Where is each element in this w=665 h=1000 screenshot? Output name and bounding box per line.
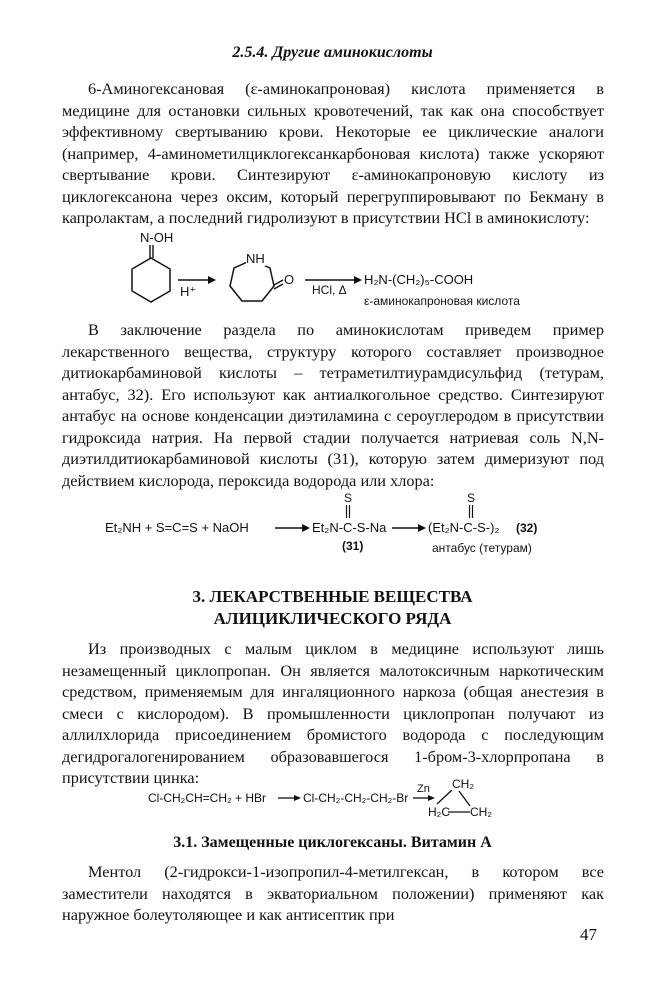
page-number: 47 (580, 925, 597, 944)
paragraph-menthol: Ментол (2-гидрокси-1-изопропил-4-метилгексан, в котором все заместители находятся в экваториальном положении) применяют как наружное болеутоляющее и как антисептик при (62, 862, 604, 924)
product-s: S (467, 491, 476, 505)
intermediate-formula: Cl-CH₂-CH₂-CH₂-Br (303, 791, 409, 805)
chapter-title-line-1: 3. ЛЕКАРСТВЕННЫЕ ВЕЩЕСТВА (192, 587, 473, 606)
intermediate-s: S (344, 491, 353, 505)
section-header: 2.5.4. Другие аминокислоты (232, 44, 433, 61)
cyclopropane-bond-right (459, 791, 470, 806)
product-label: (32) (516, 521, 538, 535)
intermediate-label: (31) (342, 539, 364, 553)
paragraph-antabuse: В заключение раздела по аминокислотам приведем пример лекарственного вещества, структуру которого составляет производное дитиокарбаминовой кислоты – тетраметилтиурамдисульфид (тетурам, антабус, 32). Его используют как антиалкогольное средство. Синтезируют антабус на основе конденсации диэтиламина с сероуглеродом в присутствии гидроксида натрия. На первой стадии получается натриевая соль N,N-диэтилдитиокарбаминовой кислоты (31), которую затем димеризуют под действием кислорода, пероксида водорода или хлора: (62, 320, 604, 490)
zn-label: Zn (417, 783, 430, 795)
product-name: антабус (тетурам) (432, 541, 532, 555)
chapter-title-line-2: АЛИЦИКЛИЧЕСКОГО РЯДА (213, 609, 452, 628)
reactants: Et₂NH + S=C=S + NaOH (105, 520, 249, 535)
h2c-bottom-left: H₂C (428, 805, 450, 819)
reaction-scheme-antabuse (0, 490, 665, 562)
ch2-bottom-right: CH₂ (470, 805, 492, 819)
paragraph-cyclopropane: Из производных с малым циклом в медицине используют лишь незамещенный циклопропан. Он является малотоксичным наркотическим средством, применяемым для ингаляционного наркоза (общая анестезия в смеси с кислородом). В промышленности циклопропан получают из аллилхлорида присоединением бромистого водорода с последующим дегидрогалогенированием образовавшегося 1-бром-3-хлорпропана в присутствии цинка: (62, 639, 604, 787)
reaction-scheme-cyclopropane (0, 774, 665, 820)
cyclopropane-bond-left (437, 790, 452, 804)
product-name: ε-аминокапроновая кислота (364, 294, 520, 308)
reaction-scheme-caprolactam (0, 228, 665, 310)
h-plus-label: H⁺ (180, 284, 197, 299)
reagent-label: HCl, Δ (312, 283, 347, 297)
paragraph-aminocaproic: 6-Аминогексановая (ε-аминокапроновая) кислота применяется в медицине для остановки сильных кровотечений, так как она способствует эффективному свертыванию крови. Некоторые ее циклические аналоги (например, 4-аминометилциклогексанкарбоновая кислота) также ускоряют свертывание крови. Синтезируют ε-аминокапроновую кислоту из циклогексанона через оксим, который перегруппировывают по Бекману в капролактам, а последний гидролизуют в присутствии HCl в аминокислоту: (62, 79, 604, 227)
intermediate-formula: Et₂N-C-S-Na (312, 520, 387, 535)
caprolactam-ring (230, 260, 274, 301)
o-label: O (284, 272, 295, 287)
ch2-top: CH₂ (452, 777, 474, 791)
nh-label: NH (246, 251, 265, 266)
product-formula: (Et₂N-C-S-)₂ (428, 520, 500, 535)
product-formula: H₂N-(CH₂)₅-COOH (364, 272, 474, 287)
cyclohexane-ring (132, 258, 170, 302)
oxime-label: N-OH (140, 230, 174, 245)
subsection-title: 3.1. Замещенные циклогексаны. Витамин А (173, 834, 492, 851)
start-formula: Cl-CH₂CH=CH₂ + HBr (148, 791, 266, 805)
